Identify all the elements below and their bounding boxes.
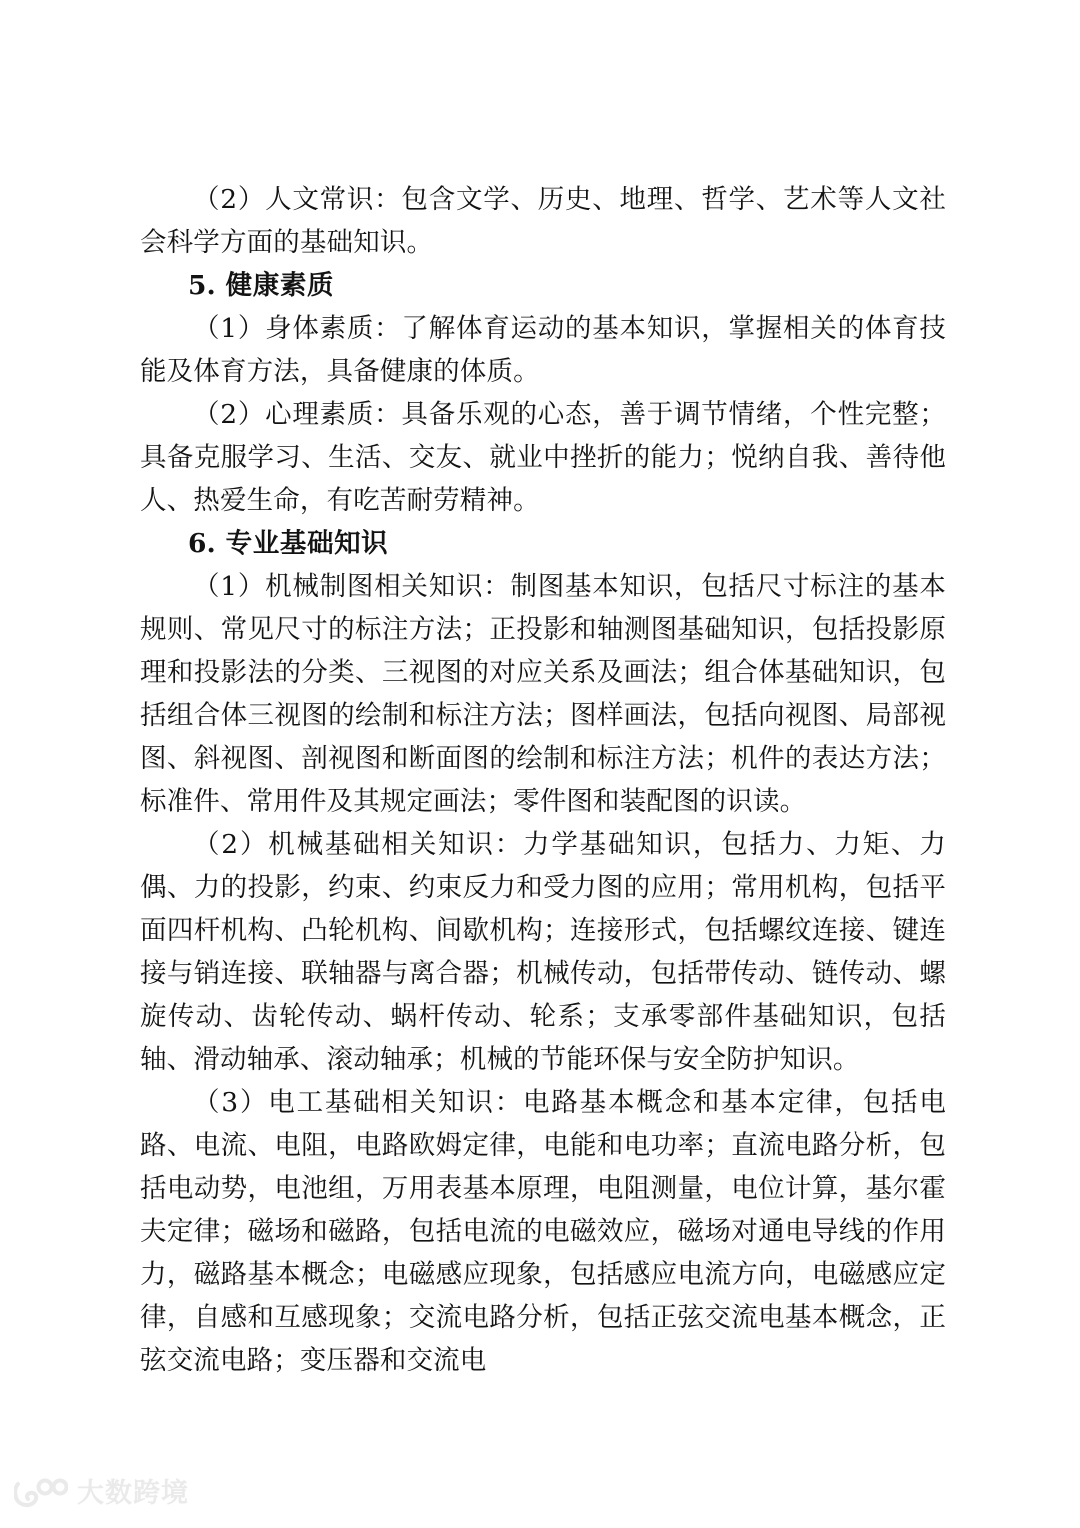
- paragraph-mechanical-fundamentals-knowledge: （2）机械基础相关知识：力学基础知识，包括力、力矩、力偶、力的投影，约束、约束反力和受力图的应用；常用机构，包括平面四杆机构、凸轮机构、间歇机构；连接形式，包括螺纹连接、键连接与销连接、联轴器与离合器；机械传动，包括带传动、链传动、螺旋传动、齿轮传动、蜗杆传动、轮系；支承零部件基础知识，包括轴、滑动轴承、滚动轴承；机械的节能环保与安全防护知识。: [140, 829, 946, 1075]
- paragraph-electrical-fundamentals-knowledge: （3）电工基础相关知识：电路基本概念和基本定律，包括电路、电流、电阻，电路欧姆定律，电能和电功率；直流电路分析，包括电动势，电池组，万用表基本原理，电阻测量，电位计算，基尔霍夫定律；磁场和磁路，包括电流的电磁效应，磁场对通电导线的作用力，磁路基本概念；电磁感应现象，包括感应电流方向，电磁感应定律，自感和互感现象；交流电路分析，包括正弦交流电基本概念，正弦交流电路；变压器和交流电: [140, 1087, 946, 1376]
- 100-logo-icon: [14, 1478, 68, 1508]
- watermark: [14, 1478, 189, 1508]
- paragraph-mechanical-drawing-knowledge: （1）机械制图相关知识：制图基本知识，包括尺寸标注的基本规则、常见尺寸的标注方法；正投影和轴测图基础知识，包括投影原理和投影法的分类、三视图的对应关系及画法；组合体基础知识，包括组合体三视图的绘制和标注方法；图样画法，包括向视图、局部视图、斜视图、剖视图和断面图的绘制和标注方法；机件的表达方法；标准件、常用件及其规定画法；零件图和装配图的识读。: [140, 571, 946, 817]
- heading-professional-basic-knowledge: [140, 522, 946, 565]
- paragraph-psychological-quality: （2）心理素质：具备乐观的心态，善于调节情绪，个性完整；具备克服学习、生活、交友、就业中挫折的能力；悦纳自我、善待他人、热爱生命，有吃苦耐劳精神。: [140, 399, 946, 516]
- watermark-text: 大数跨境: [77, 1477, 189, 1509]
- paragraph-physical-quality: （1）身体素质：了解体育运动的基本知识，掌握相关的体育技能及体育方法，具备健康的体质。: [140, 313, 946, 387]
- heading-professional-basic-knowledge-number: 6.: [188, 528, 216, 559]
- heading-professional-basic-knowledge-label: 专业基础知识: [225, 528, 389, 559]
- heading-health-quality-number: 5.: [188, 270, 216, 301]
- heading-health-quality: [140, 264, 946, 307]
- heading-health-quality-label: 健康素质: [225, 270, 335, 301]
- document-content: [140, 178, 946, 1382]
- paragraph-humanities-knowledge: （2）人文常识：包含文学、历史、地理、哲学、艺术等人文社会科学方面的基础知识。: [140, 184, 946, 258]
